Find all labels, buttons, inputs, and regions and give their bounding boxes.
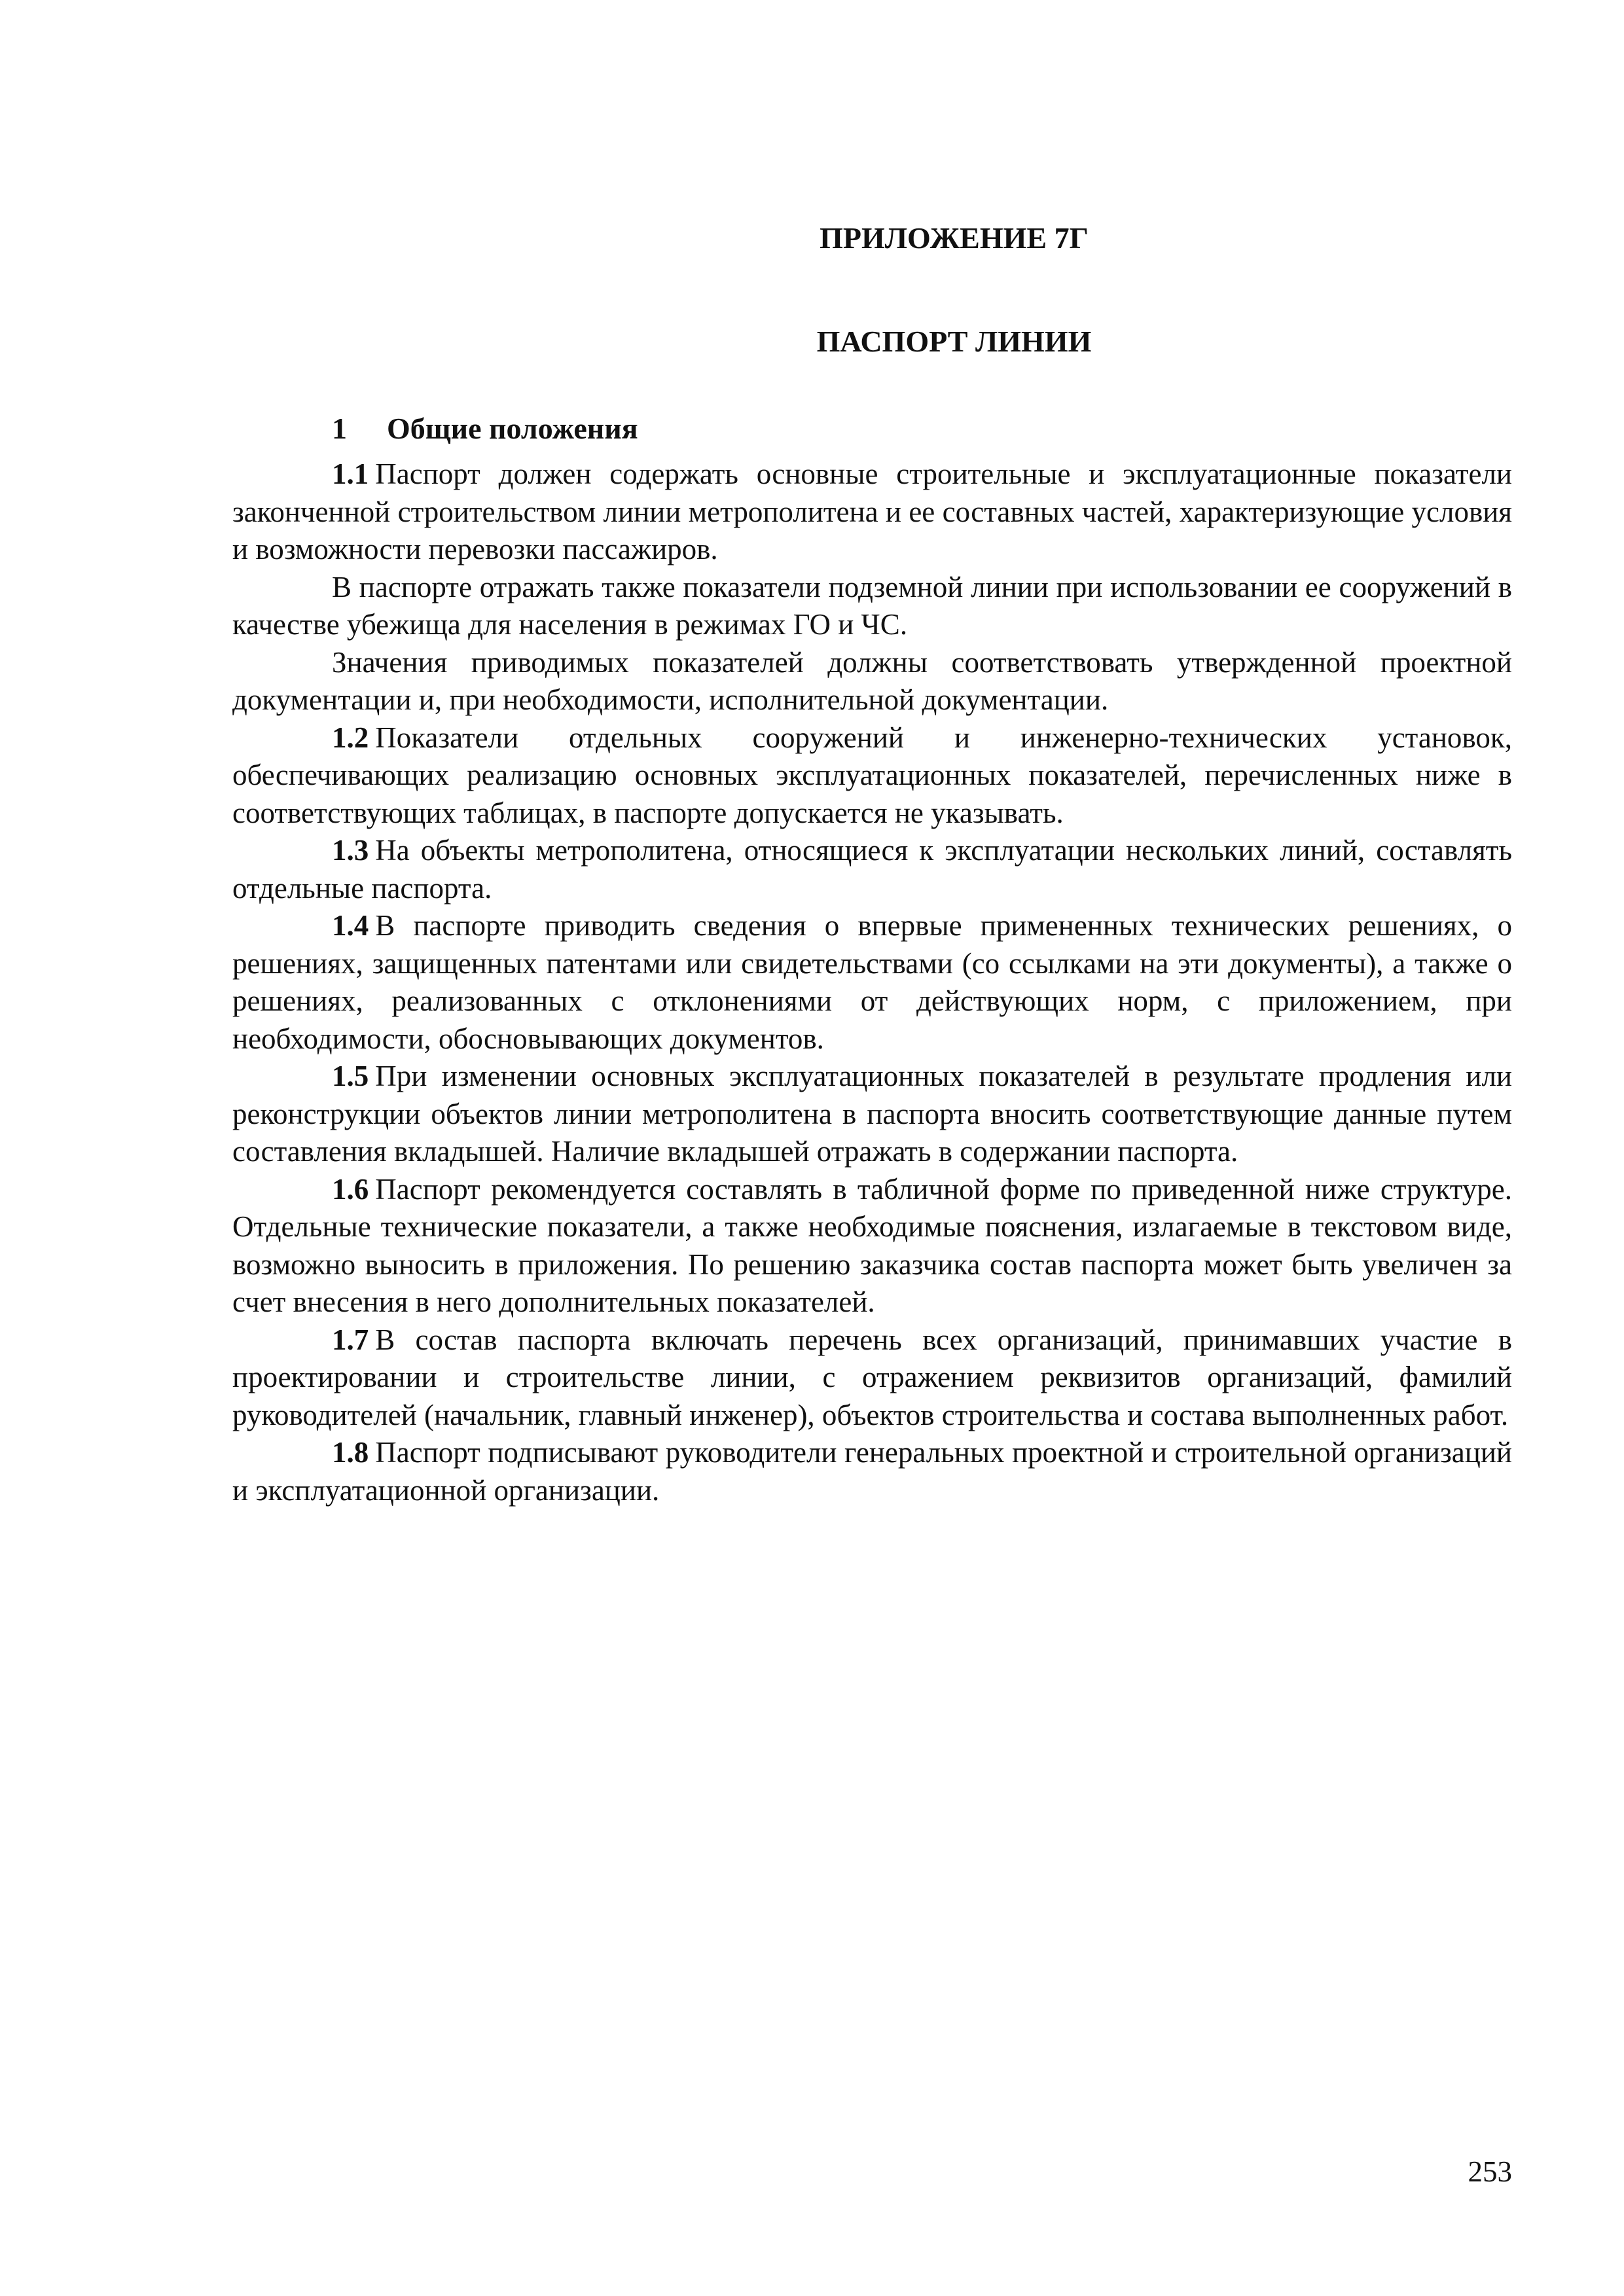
paragraph-list [232, 456, 1512, 1509]
paragraph-text: На объекты метрополитена, относящиеся к эксплуатации нескольких линий, составлять отдельные паспорта. [232, 834, 1512, 905]
paragraph [232, 456, 1512, 569]
section-number: 1 [332, 412, 347, 445]
paragraph-text: Паспорт подписывают руководители генеральных проектной и строительной организаций и эксплуатационной организации. [232, 1436, 1512, 1507]
paragraph-number: 1.3 [332, 834, 369, 867]
page-content [232, 219, 1512, 1509]
page-number: 253 [1468, 2155, 1512, 2188]
paragraph-text: Паспорт должен содержать основные строительные и эксплуатационные показатели законченной строительством линии метрополитена и ее составных частей, характеризующие условия и возможности перевозки пассажиров. [232, 457, 1512, 565]
paragraph-text: Паспорт рекомендуется составлять в табличной форме по приведенной ниже структуре. Отдельные технические показатели, а также необходимые пояснения, излагаемые в текстовом виде, возможно выносить в приложения. По решению заказчика состав паспорта может быть увеличен за счет внесения в него дополнительных показателей. [232, 1172, 1512, 1318]
paragraph-number: 1.4 [332, 909, 369, 942]
paragraph [232, 719, 1512, 833]
paragraph [232, 1058, 1512, 1171]
paragraph-text: В состав паспорта включать перечень всех организаций, принимавших участие в проектировании и строительстве линии, с отражением реквизитов организаций, фамилий руководителей (начальник, главный инженер), объектов строительства и состава выполненных работ. [232, 1323, 1512, 1431]
paragraph [232, 907, 1512, 1058]
paragraph [232, 832, 1512, 907]
paragraph [232, 644, 1512, 719]
paragraph [232, 1321, 1512, 1435]
paragraph [232, 1171, 1512, 1321]
section-heading [232, 410, 1512, 448]
paragraph-number: 1.1 [332, 457, 369, 490]
paragraph-number: 1.6 [332, 1172, 369, 1206]
paragraph-text: В паспорте приводить сведения о впервые примененных технических решениях, о решениях, защищенных патентами или свидетельствами (со ссылками на эти документы), а также о решениях, реализованных с отклонениями от действующих норм, с приложением, при необходимости, обосновывающих документов. [232, 909, 1512, 1055]
document-title: ПАСПОРТ ЛИНИИ [816, 325, 1092, 358]
paragraph [232, 1434, 1512, 1509]
paragraph-number: 1.2 [332, 721, 369, 754]
paragraph-text: Показатели отдельных сооружений и инженерно-технических установок, обеспечивающих реализацию основных эксплуатационных показателей, перечисленных ниже в соответствующих таблицах, в паспорте допускается не указывать. [232, 721, 1512, 829]
paragraph-number: 1.8 [332, 1436, 369, 1469]
paragraph-text: Значения приводимых показателей должны соответствовать утвержденной проектной документации и, при необходимости, исполнительной документации. [232, 645, 1512, 716]
paragraph-text: При изменении основных эксплуатационных показателей в результате продления или реконструкции объектов линии метрополитена в паспорта вносить соответствующие данные путем составления вкладышей. Наличие вкладышей отражать в содержании паспорта. [232, 1060, 1512, 1168]
appendix-title: ПРИЛОЖЕНИЕ 7Г [820, 221, 1089, 255]
paragraph-text: В паспорте отражать также показатели подземной линии при использовании ее сооружений в качестве убежища для населения в режимах ГО и ЧС. [232, 570, 1512, 641]
paragraph [232, 569, 1512, 644]
paragraph-number: 1.5 [332, 1060, 369, 1092]
paragraph-number: 1.7 [332, 1323, 369, 1356]
section-title: Общие положения [387, 412, 638, 445]
